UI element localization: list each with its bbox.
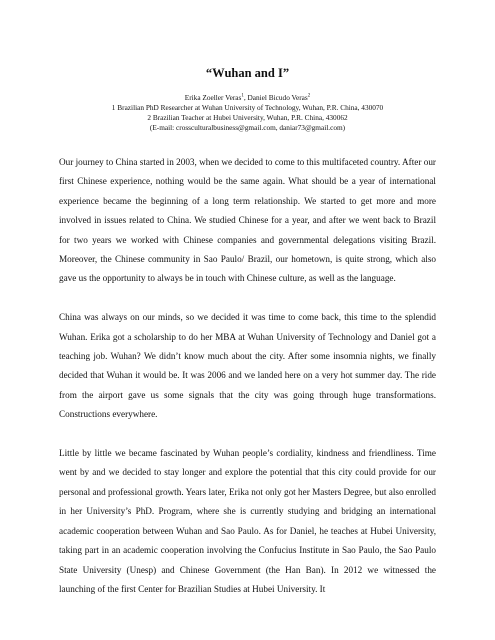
body-text — [59, 153, 436, 599]
contact-email: (E-mail: crossculturalbusiness@gmail.com, daniar73@gmail.com) — [149, 122, 346, 132]
paragraph-1: Our journey to China started in 2003, when we decided to come to this multifaceted country. After our first Chinese experience, nothing would be the same again. What should be a year of international experience became the beginning of a long term relationship. We started to get more and more involved in issues related to China. We studied Chinese for a year, and after we went back to Brazil for two years we worked with Chinese companies and governmental delegations visiting Brazil. Moreover, the Chinese community in Sao Paulo/ Brazil, our hometown, is quite strong, which also gave us the opportunity to always be in touch with Chinese culture, as well as the language. — [59, 157, 436, 284]
affiliation-1: 1 Brazilian PhD Researcher at Wuhan University of Technology, Wuhan, P.R. China, 430070 — [111, 102, 384, 112]
paragraph-2: China was always on our minds, so we decided it was time to come back, this time to the splendid Wuhan. Erika got a scholarship to do her MBA at Wuhan University of Technology and Daniel got a teaching job. Wuhan? We didn’t know much about the city. After some insomnia nights, we finally decided that Wuhan it would be. It was 2006 and we landed here on a very hot summer day. The ride from the airport gave us some signals that the city was going through huge transformations. Constructions everywhere. — [59, 312, 436, 420]
author-sup-2: 2 — [307, 93, 311, 99]
affiliation-2: 2 Brazilian Teacher at Hubei University, Wuhan, P.R. China, 430062 — [147, 112, 348, 122]
author-name-1: Erika Zoeller Veras — [184, 93, 242, 102]
author-sup-1: 1 — [241, 93, 244, 99]
author-block — [0, 93, 495, 133]
author-names — [0, 93, 495, 103]
author-name-2: , Daniel Bicudo Veras — [243, 93, 308, 102]
paragraph-3: Little by little we became fascinated by Wuhan people’s cordiality, kindness and friendliness. Time went by and we decided to stay longer and explore the potential that this city could provide for our personal and professional growth. Years later, Erika not only got her Masters Degree, but also enrolled in her University’s PhD. Program, where she is currently studying and bridging an international academic cooperation between Wuhan and Sao Paulo. As for Daniel, he teaches at Hubei University, taking part in an academic cooperation involving the Confucius Institute in Sao Paulo, the Sao Paulo State University (Unesp) and Chinese Government (the Han Ban). In 2012 we witnessed the launching of the first Center for Brazilian Studies at Hubei University. It — [59, 448, 436, 594]
document-title: “Wuhan and I” — [205, 66, 290, 80]
